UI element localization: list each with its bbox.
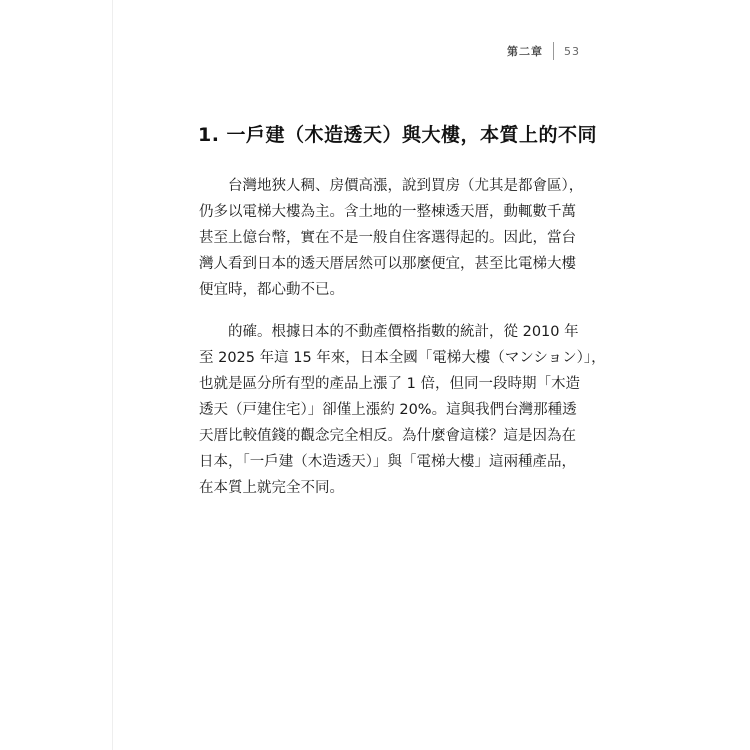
paragraph	[199, 173, 589, 303]
header-divider	[553, 42, 554, 60]
page-gutter-line	[112, 0, 113, 750]
text-line: 天厝比較值錢的觀念完全相反。為什麼會這樣？這是因為在	[199, 428, 576, 444]
running-header	[507, 40, 580, 62]
chapter-label: 第二章	[507, 45, 543, 58]
section-heading: 1. 一戶建（木造透天）與大樓，本質上的不同	[198, 124, 598, 146]
text-line: 透天（戸建住宅）」卻僅上漲約 20%。這與我們台灣那種透	[199, 402, 577, 418]
text-line: 便宜時，都心動不已。	[199, 282, 344, 298]
text-line: 甚至上億台幣，實在不是一般自住客選得起的。因此，當台	[199, 230, 576, 246]
text-line: 也就是區分所有型的產品上漲了 1 倍，但同一段時期「木造	[199, 376, 580, 392]
page-number: 53	[564, 44, 580, 58]
paragraph	[199, 319, 606, 501]
text-line: 在本質上就完全不同。	[199, 480, 344, 496]
text-line: 的確。根據日本的不動產價格指數的統計，從 2010 年	[199, 324, 579, 340]
text-line: 仍多以電梯大樓為主。含土地的一整棟透天厝，動輒數千萬	[199, 204, 576, 220]
text-line: 台灣地狹人稠、房價高漲，說到買房（尤其是都會區），	[199, 178, 584, 194]
text-line: 灣人看到日本的透天厝居然可以那麼便宜，甚至比電梯大樓	[199, 256, 576, 272]
text-line: 日本，「一戶建（木造透天）」與「電梯大樓」這兩種產品，	[199, 454, 576, 470]
text-line: 至 2025 年這 15 年來，日本全國「電梯大樓（マンション）」，	[199, 350, 606, 366]
